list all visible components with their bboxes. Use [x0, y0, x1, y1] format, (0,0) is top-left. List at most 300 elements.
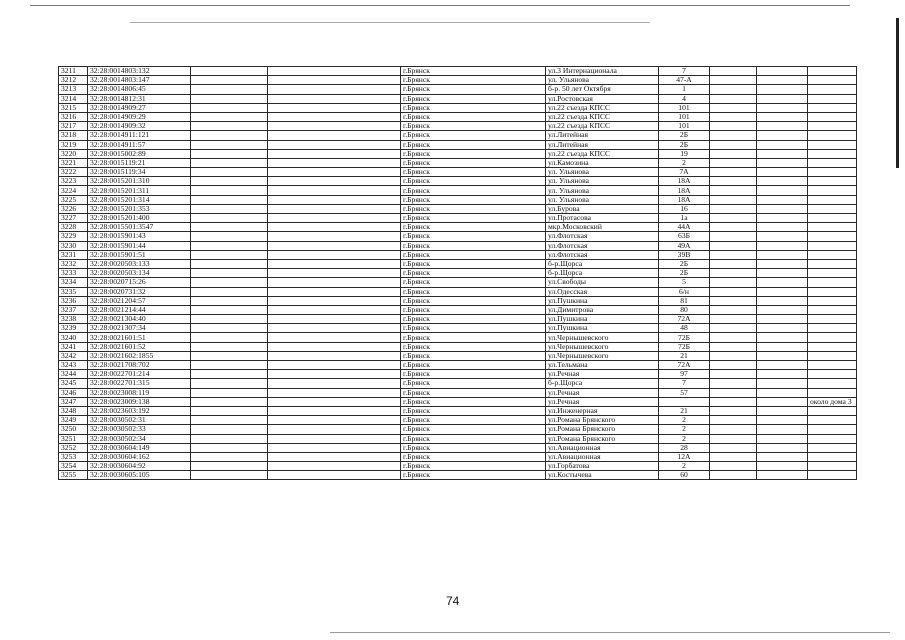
empty-cell — [757, 223, 808, 232]
empty-cell — [757, 149, 808, 158]
house-number-cell: 49А — [659, 241, 710, 250]
empty-cell — [191, 112, 268, 121]
house-number-cell: 2 — [659, 416, 710, 425]
row-number-cell: 3247 — [59, 397, 88, 406]
empty-cell — [268, 443, 401, 452]
empty-cell — [757, 342, 808, 351]
note-cell — [808, 296, 857, 305]
row-number-cell: 3238 — [59, 315, 88, 324]
table-row — [59, 333, 857, 342]
row-number-cell: 3227 — [59, 214, 88, 223]
table-row — [59, 406, 857, 415]
row-number-cell: 3212 — [59, 76, 88, 85]
city-cell: г.Брянск — [401, 397, 546, 406]
empty-cell — [191, 149, 268, 158]
empty-cell — [710, 471, 757, 480]
row-number-cell: 3248 — [59, 406, 88, 415]
cadastral-number-cell: 32:28:0015901:43 — [88, 232, 191, 241]
empty-cell — [710, 397, 757, 406]
street-cell: ул. Ульянова — [546, 168, 659, 177]
table-row — [59, 131, 857, 140]
empty-cell — [191, 195, 268, 204]
empty-cell — [268, 305, 401, 314]
empty-cell — [757, 397, 808, 406]
empty-cell — [757, 67, 808, 76]
street-cell: ул.Флотская — [546, 250, 659, 259]
street-cell: ул. Ульянова — [546, 177, 659, 186]
row-number-cell: 3252 — [59, 443, 88, 452]
row-number-cell: 3236 — [59, 296, 88, 305]
cadastral-number-cell: 32:28:0015501:3547 — [88, 223, 191, 232]
house-number-cell: 18А — [659, 195, 710, 204]
row-number-cell: 3220 — [59, 149, 88, 158]
table-row — [59, 370, 857, 379]
house-number-cell: 12А — [659, 452, 710, 461]
row-number-cell: 3226 — [59, 204, 88, 213]
house-number-cell: 48 — [659, 324, 710, 333]
table-row — [59, 214, 857, 223]
house-number-cell: 4 — [659, 94, 710, 103]
street-cell: ул.3 Интернационала — [546, 67, 659, 76]
cadastral-number-cell: 32:28:0021214:44 — [88, 305, 191, 314]
cadastral-number-cell: 32:28:0023008:119 — [88, 388, 191, 397]
empty-cell — [268, 342, 401, 351]
note-cell — [808, 471, 857, 480]
street-cell: ул.Авиационная — [546, 452, 659, 461]
note-cell — [808, 214, 857, 223]
empty-cell — [268, 214, 401, 223]
empty-cell — [710, 269, 757, 278]
city-cell: г.Брянск — [401, 361, 546, 370]
city-cell: г.Брянск — [401, 131, 546, 140]
empty-cell — [757, 388, 808, 397]
city-cell: г.Брянск — [401, 370, 546, 379]
empty-cell — [268, 370, 401, 379]
note-cell — [808, 204, 857, 213]
empty-cell — [757, 177, 808, 186]
empty-cell — [757, 94, 808, 103]
house-number-cell: 2Б — [659, 269, 710, 278]
table-row — [59, 452, 857, 461]
note-cell — [808, 333, 857, 342]
empty-cell — [191, 85, 268, 94]
house-number-cell: 7А — [659, 168, 710, 177]
table-row — [59, 76, 857, 85]
house-number-cell: 2Б — [659, 259, 710, 268]
table-row — [59, 250, 857, 259]
cadastral-number-cell: 32:28:0020731:32 — [88, 287, 191, 296]
empty-cell — [268, 287, 401, 296]
empty-cell — [268, 195, 401, 204]
city-cell: г.Брянск — [401, 406, 546, 415]
house-number-cell: 97 — [659, 370, 710, 379]
house-number-cell: 72А — [659, 361, 710, 370]
note-cell — [808, 278, 857, 287]
city-cell: г.Брянск — [401, 462, 546, 471]
row-number-cell: 3237 — [59, 305, 88, 314]
cadastral-number-cell: 32:28:0030604:149 — [88, 443, 191, 452]
street-cell: ул.Чернышевского — [546, 333, 659, 342]
city-cell: г.Брянск — [401, 76, 546, 85]
empty-cell — [757, 131, 808, 140]
cadastral-number-cell: 32:28:0021602:1855 — [88, 351, 191, 360]
empty-cell — [268, 269, 401, 278]
street-cell: ул.Литейная — [546, 131, 659, 140]
cadastral-number-cell: 32:28:0014909:32 — [88, 122, 191, 131]
table-row — [59, 315, 857, 324]
register-table-body — [59, 67, 857, 480]
empty-cell — [191, 406, 268, 415]
street-cell: ул.Речная — [546, 388, 659, 397]
row-number-cell: 3214 — [59, 94, 88, 103]
empty-cell — [757, 370, 808, 379]
cadastral-number-cell: 32:28:0015901:44 — [88, 241, 191, 250]
house-number-cell: 72Б — [659, 342, 710, 351]
street-cell: ул.Костычева — [546, 471, 659, 480]
empty-cell — [268, 67, 401, 76]
note-cell — [808, 158, 857, 167]
table-row — [59, 434, 857, 443]
empty-cell — [757, 204, 808, 213]
empty-cell — [268, 241, 401, 250]
note-cell — [808, 195, 857, 204]
city-cell: г.Брянск — [401, 186, 546, 195]
empty-cell — [757, 259, 808, 268]
empty-cell — [757, 186, 808, 195]
note-cell — [808, 342, 857, 351]
empty-cell — [191, 250, 268, 259]
cadastral-number-cell: 32:28:0014803:147 — [88, 76, 191, 85]
empty-cell — [710, 425, 757, 434]
table-row — [59, 342, 857, 351]
house-number-cell: 80 — [659, 305, 710, 314]
note-cell — [808, 250, 857, 259]
street-cell: ул.Свободы — [546, 278, 659, 287]
empty-cell — [268, 416, 401, 425]
row-number-cell: 3217 — [59, 122, 88, 131]
empty-cell — [757, 379, 808, 388]
row-number-cell: 3229 — [59, 232, 88, 241]
empty-cell — [268, 434, 401, 443]
note-cell — [808, 287, 857, 296]
empty-cell — [757, 241, 808, 250]
note-cell — [808, 434, 857, 443]
note-cell — [808, 232, 857, 241]
table-row — [59, 149, 857, 158]
row-number-cell: 3228 — [59, 223, 88, 232]
empty-cell — [268, 471, 401, 480]
cadastral-number-cell: 32:28:0014806:45 — [88, 85, 191, 94]
cadastral-number-cell: 32:28:0015002:89 — [88, 149, 191, 158]
cadastral-number-cell: 32:28:0020503:134 — [88, 269, 191, 278]
house-number-cell: 7 — [659, 379, 710, 388]
empty-cell — [268, 361, 401, 370]
house-number-cell: 2 — [659, 425, 710, 434]
street-cell: ул.22 съезда КПСС — [546, 112, 659, 121]
row-number-cell: 3225 — [59, 195, 88, 204]
empty-cell — [710, 223, 757, 232]
empty-cell — [191, 333, 268, 342]
city-cell: г.Брянск — [401, 149, 546, 158]
empty-cell — [268, 388, 401, 397]
empty-cell — [757, 333, 808, 342]
cadastral-number-cell: 32:28:0023603:192 — [88, 406, 191, 415]
empty-cell — [268, 94, 401, 103]
empty-cell — [191, 186, 268, 195]
street-cell: ул.Пушкина — [546, 296, 659, 305]
empty-cell — [757, 361, 808, 370]
empty-cell — [191, 269, 268, 278]
cadastral-number-cell: 32:28:0021601:51 — [88, 333, 191, 342]
note-cell — [808, 177, 857, 186]
city-cell: г.Брянск — [401, 269, 546, 278]
city-cell: г.Брянск — [401, 85, 546, 94]
empty-cell — [757, 351, 808, 360]
empty-cell — [191, 140, 268, 149]
cadastral-number-cell: 32:28:0020715:26 — [88, 278, 191, 287]
empty-cell — [191, 425, 268, 434]
empty-cell — [268, 278, 401, 287]
empty-cell — [710, 112, 757, 121]
table-row — [59, 296, 857, 305]
row-number-cell: 3232 — [59, 259, 88, 268]
row-number-cell: 3255 — [59, 471, 88, 480]
empty-cell — [268, 131, 401, 140]
note-cell — [808, 269, 857, 278]
house-number-cell: 63Б — [659, 232, 710, 241]
row-number-cell: 3240 — [59, 333, 88, 342]
house-number-cell: 72А — [659, 315, 710, 324]
city-cell: г.Брянск — [401, 232, 546, 241]
row-number-cell: 3215 — [59, 103, 88, 112]
scan-edge-mark — [896, 18, 899, 168]
house-number-cell: 101 — [659, 122, 710, 131]
empty-cell — [268, 186, 401, 195]
empty-cell — [710, 122, 757, 131]
empty-cell — [268, 425, 401, 434]
table-row — [59, 186, 857, 195]
empty-cell — [710, 434, 757, 443]
city-cell: г.Брянск — [401, 443, 546, 452]
empty-cell — [710, 305, 757, 314]
empty-cell — [191, 370, 268, 379]
empty-cell — [191, 259, 268, 268]
cadastral-number-cell: 32:28:0023009:138 — [88, 397, 191, 406]
empty-cell — [191, 204, 268, 213]
empty-cell — [191, 214, 268, 223]
note-cell — [808, 94, 857, 103]
empty-cell — [757, 462, 808, 471]
empty-cell — [710, 103, 757, 112]
empty-cell — [757, 232, 808, 241]
empty-cell — [710, 168, 757, 177]
empty-cell — [268, 223, 401, 232]
table-row — [59, 443, 857, 452]
note-cell — [808, 85, 857, 94]
empty-cell — [757, 443, 808, 452]
street-cell: ул.Тельмана — [546, 361, 659, 370]
city-cell: г.Брянск — [401, 259, 546, 268]
city-cell: г.Брянск — [401, 67, 546, 76]
street-cell: ул.Димитрова — [546, 305, 659, 314]
street-cell: ул.Речная — [546, 370, 659, 379]
city-cell: г.Брянск — [401, 214, 546, 223]
empty-cell — [710, 342, 757, 351]
empty-cell — [268, 462, 401, 471]
house-number-cell: 39В — [659, 250, 710, 259]
note-cell — [808, 379, 857, 388]
empty-cell — [191, 122, 268, 131]
row-number-cell: 3221 — [59, 158, 88, 167]
cadastral-number-cell: 32:28:0014911:57 — [88, 140, 191, 149]
table-row — [59, 269, 857, 278]
city-cell: г.Брянск — [401, 122, 546, 131]
table-row — [59, 112, 857, 121]
table-row — [59, 195, 857, 204]
empty-cell — [710, 85, 757, 94]
empty-cell — [710, 158, 757, 167]
table-row — [59, 223, 857, 232]
street-cell: ул.Романа Брянского — [546, 434, 659, 443]
city-cell: г.Брянск — [401, 379, 546, 388]
empty-cell — [191, 388, 268, 397]
note-cell — [808, 112, 857, 121]
empty-cell — [191, 131, 268, 140]
city-cell: г.Брянск — [401, 140, 546, 149]
street-cell: ул. Ульянова — [546, 186, 659, 195]
cadastral-number-cell: 32:28:0015201:400 — [88, 214, 191, 223]
table-row — [59, 204, 857, 213]
city-cell: г.Брянск — [401, 223, 546, 232]
row-number-cell: 3254 — [59, 462, 88, 471]
empty-cell — [268, 168, 401, 177]
cadastral-number-cell: 32:28:0015201:314 — [88, 195, 191, 204]
empty-cell — [268, 122, 401, 131]
table-row — [59, 388, 857, 397]
house-number-cell: 2Б — [659, 140, 710, 149]
street-cell: ул.Чернышевского — [546, 342, 659, 351]
city-cell: г.Брянск — [401, 333, 546, 342]
house-number-cell: 21 — [659, 351, 710, 360]
row-number-cell: 3243 — [59, 361, 88, 370]
empty-cell — [268, 140, 401, 149]
note-cell — [808, 140, 857, 149]
row-number-cell: 3233 — [59, 269, 88, 278]
cadastral-number-cell: 32:28:0021204:57 — [88, 296, 191, 305]
page-number: 74 — [446, 594, 460, 608]
street-cell: ул.Одесская — [546, 287, 659, 296]
empty-cell — [268, 351, 401, 360]
cadastral-number-cell: 32:28:0015201:310 — [88, 177, 191, 186]
empty-cell — [757, 195, 808, 204]
note-cell — [808, 443, 857, 452]
empty-cell — [710, 177, 757, 186]
row-number-cell: 3244 — [59, 370, 88, 379]
cadastral-number-cell: 32:28:0022701:315 — [88, 379, 191, 388]
city-cell: г.Брянск — [401, 241, 546, 250]
empty-cell — [710, 149, 757, 158]
empty-cell — [268, 250, 401, 259]
empty-cell — [710, 76, 757, 85]
row-number-cell: 3224 — [59, 186, 88, 195]
house-number-cell: 18А — [659, 186, 710, 195]
cadastral-number-cell: 32:28:0030605:105 — [88, 471, 191, 480]
note-cell — [808, 103, 857, 112]
note-cell — [808, 168, 857, 177]
city-cell: г.Брянск — [401, 305, 546, 314]
note-cell — [808, 122, 857, 131]
table-row — [59, 324, 857, 333]
empty-cell — [268, 232, 401, 241]
city-cell: г.Брянск — [401, 204, 546, 213]
street-cell: ул.Чернышевского — [546, 351, 659, 360]
cadastral-number-cell: 32:28:0015201:353 — [88, 204, 191, 213]
city-cell: г.Брянск — [401, 158, 546, 167]
table-row — [59, 177, 857, 186]
empty-cell — [710, 204, 757, 213]
street-cell: ул.Флотская — [546, 241, 659, 250]
empty-cell — [191, 103, 268, 112]
empty-cell — [710, 315, 757, 324]
street-cell: б-р.Щорса — [546, 269, 659, 278]
street-cell: ул.Романа Брянского — [546, 425, 659, 434]
empty-cell — [757, 471, 808, 480]
table-row — [59, 397, 857, 406]
empty-cell — [191, 232, 268, 241]
city-cell: г.Брянск — [401, 434, 546, 443]
empty-cell — [268, 85, 401, 94]
note-cell — [808, 315, 857, 324]
city-cell: г.Брянск — [401, 452, 546, 461]
empty-cell — [268, 177, 401, 186]
row-number-cell: 3250 — [59, 425, 88, 434]
empty-cell — [268, 452, 401, 461]
empty-cell — [710, 296, 757, 305]
empty-cell — [191, 177, 268, 186]
row-number-cell: 3239 — [59, 324, 88, 333]
city-cell: г.Брянск — [401, 250, 546, 259]
cadastral-number-cell: 32:28:0015119:34 — [88, 168, 191, 177]
empty-cell — [268, 296, 401, 305]
cadastral-number-cell: 32:28:0030502:33 — [88, 425, 191, 434]
table-row — [59, 416, 857, 425]
empty-cell — [710, 259, 757, 268]
empty-cell — [757, 287, 808, 296]
street-cell: мкр.Московский — [546, 223, 659, 232]
city-cell: г.Брянск — [401, 388, 546, 397]
empty-cell — [710, 370, 757, 379]
table-row — [59, 462, 857, 471]
street-cell: ул.Ростовская — [546, 94, 659, 103]
note-cell — [808, 76, 857, 85]
house-number-cell: 47-А — [659, 76, 710, 85]
table-row — [59, 241, 857, 250]
empty-cell — [710, 195, 757, 204]
empty-cell — [268, 324, 401, 333]
empty-cell — [191, 351, 268, 360]
cadastral-number-cell: 32:28:0021601:52 — [88, 342, 191, 351]
empty-cell — [191, 315, 268, 324]
empty-cell — [757, 122, 808, 131]
row-number-cell: 3211 — [59, 67, 88, 76]
cadastral-number-cell: 32:28:0014909:29 — [88, 112, 191, 121]
table-row — [59, 232, 857, 241]
cadastral-number-cell: 32:28:0014803:132 — [88, 67, 191, 76]
cadastral-number-cell: 32:28:0015901:51 — [88, 250, 191, 259]
empty-cell — [268, 76, 401, 85]
empty-cell — [191, 443, 268, 452]
row-number-cell: 3234 — [59, 278, 88, 287]
